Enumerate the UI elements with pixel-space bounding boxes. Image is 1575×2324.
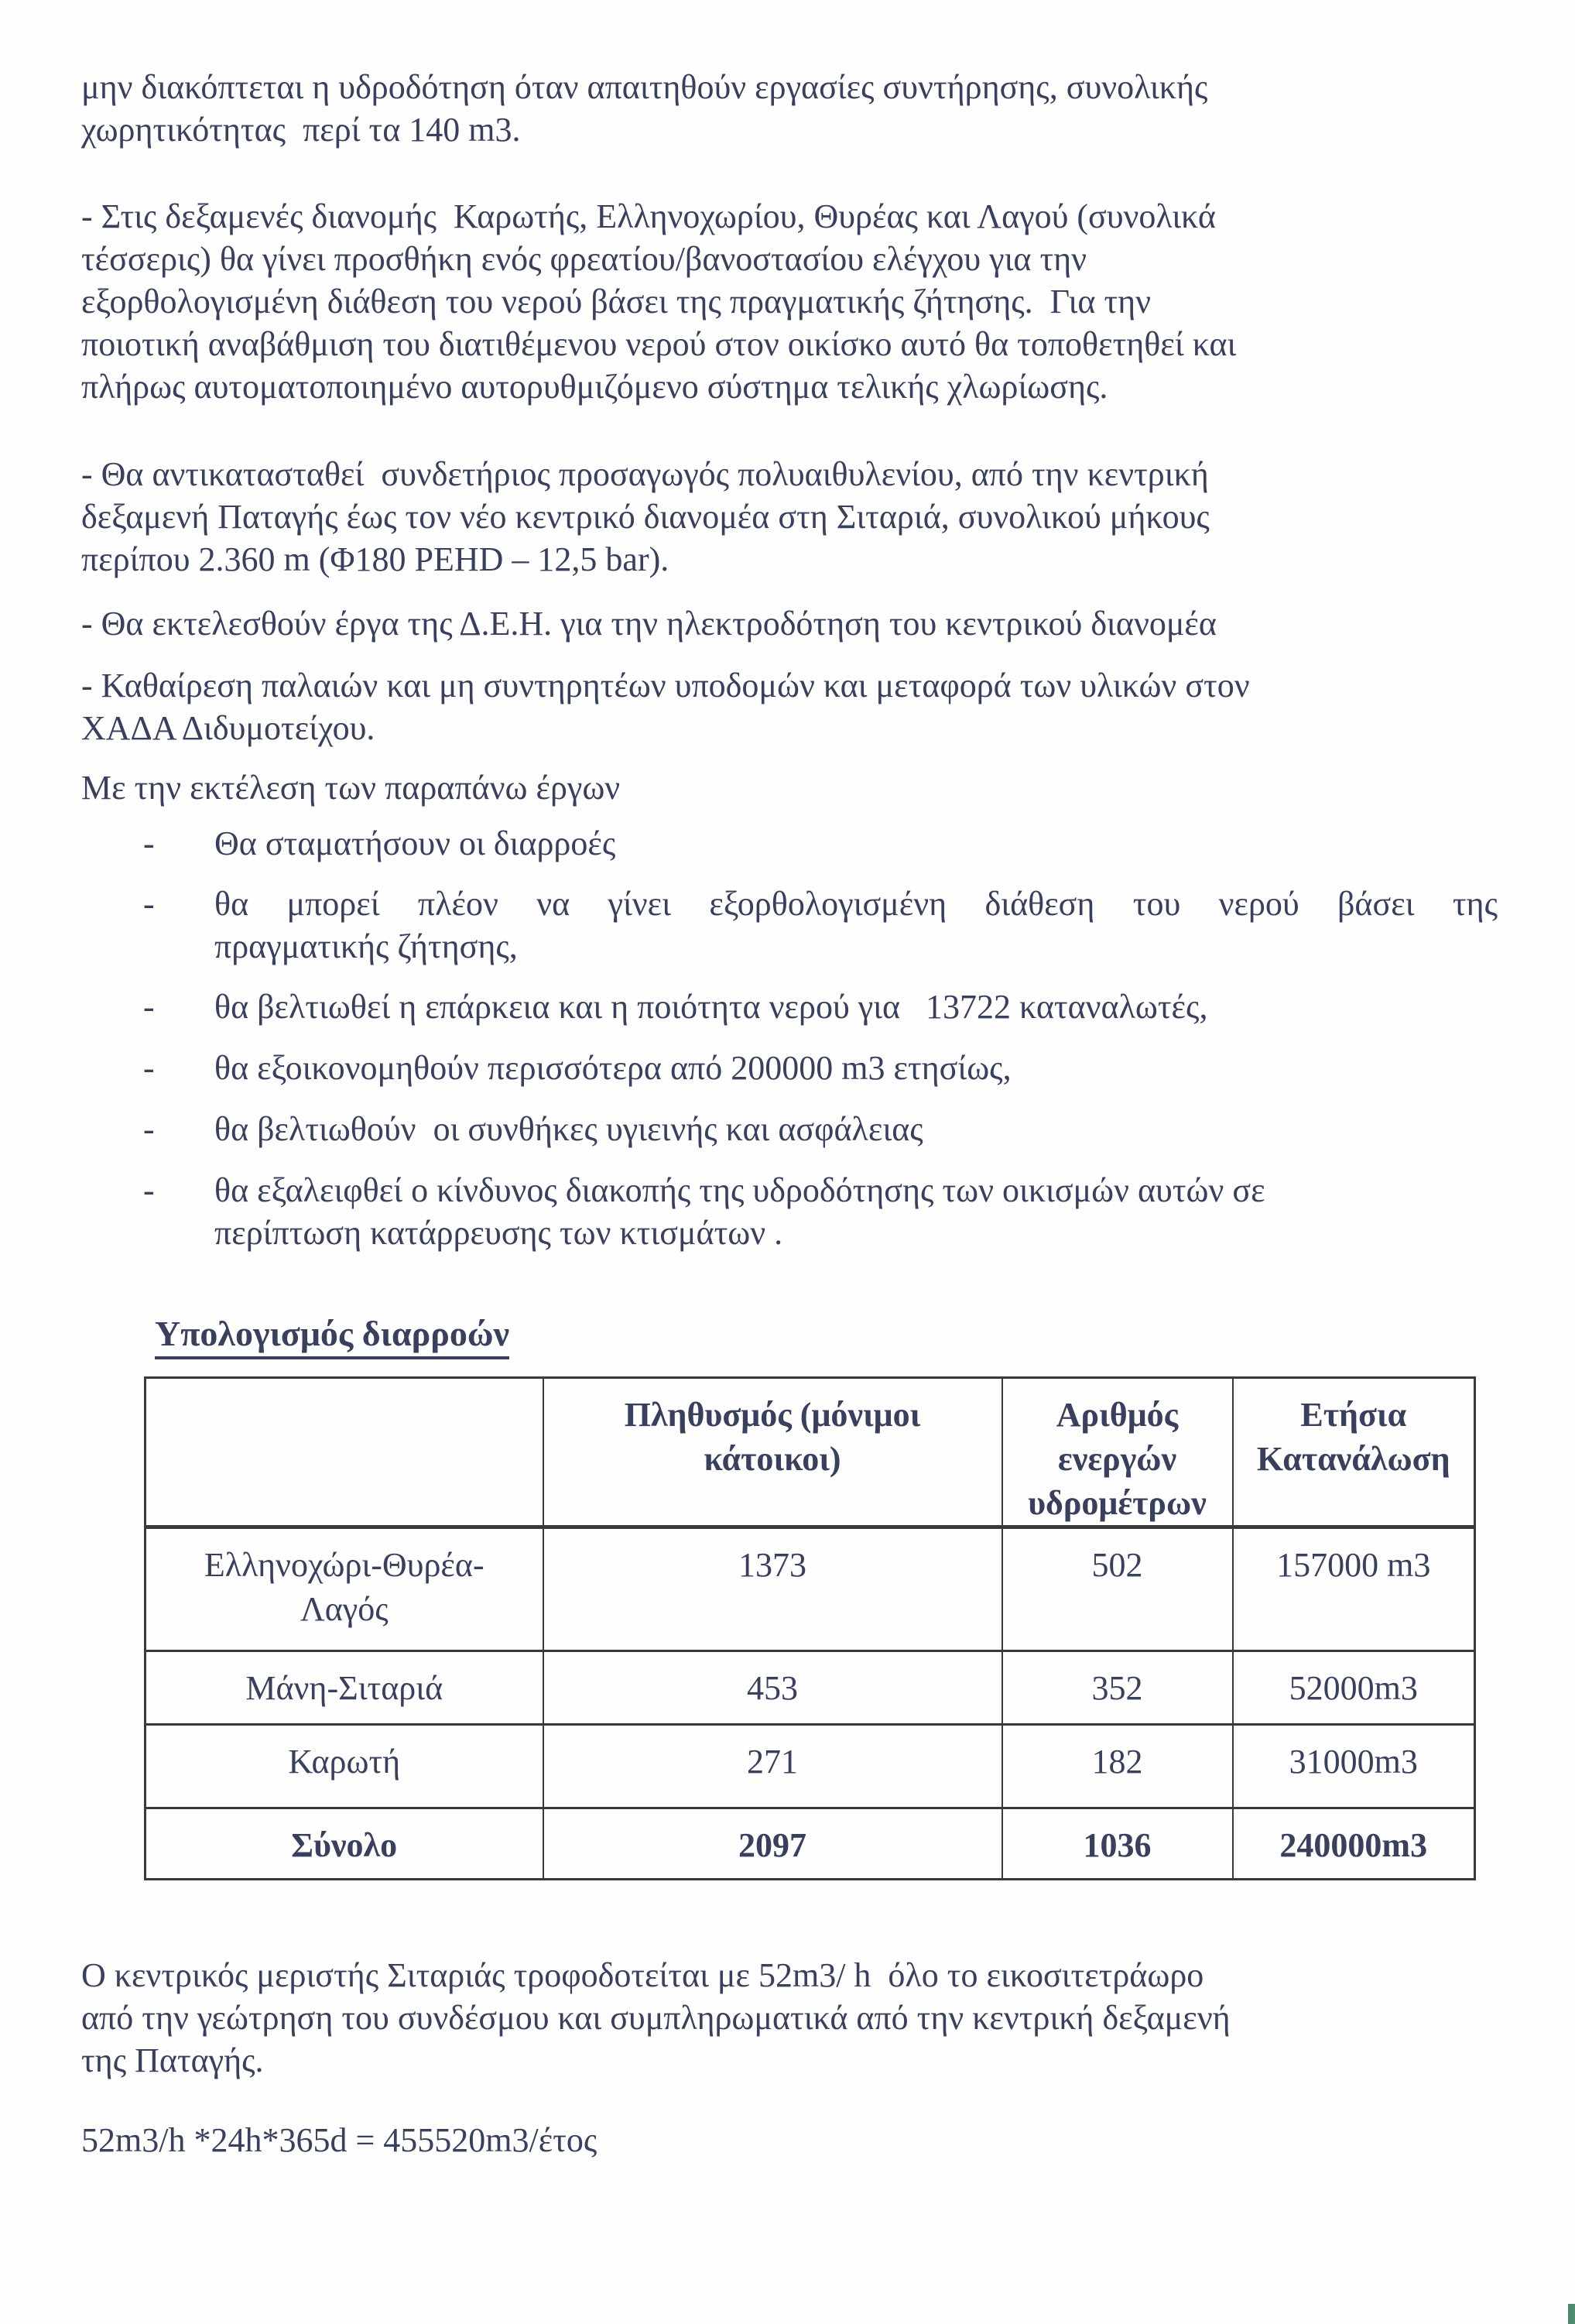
meters-cell: 502 [1002, 1527, 1233, 1651]
population-cell: 453 [543, 1651, 1002, 1725]
text-line: θα εξοικονομηθούν περισσότερα από 200000 m3 ετησίως, [214, 1049, 1012, 1087]
text-line: της Παταγής. [81, 2041, 264, 2079]
population-cell: 2097 [543, 1808, 1002, 1880]
paragraph-work-item-electricity [81, 602, 1498, 645]
row-name-cell: Σύνολο [146, 1808, 543, 1880]
water-consumption-table [144, 1376, 1476, 1880]
table-row [146, 1651, 1475, 1725]
table-header-settlement [146, 1378, 543, 1527]
benefit-item [143, 883, 1498, 968]
text-line: ΧΑΔΑ Διδυμοτείχου. [81, 709, 375, 747]
annual-volume-formula [81, 2119, 1498, 2161]
bullet-dash: - [143, 885, 155, 923]
text-line: - Θα εκτελεσθούν έργα της Δ.Ε.Η. για την ηλεκτροδότηση του κεντρικού διανομέα [81, 605, 1217, 643]
header-line: υδρομέτρων [1028, 1484, 1207, 1522]
text-line: Ο κεντρικός μεριστής Σιταριάς τροφοδοτείται με 52m3/ h όλο το εικοσιτετράωρο [81, 1956, 1204, 1994]
text-line: - Θα αντικατασταθεί συνδετήριος προσαγωγός πολυαιθυλενίου, από την κεντρική [81, 455, 1209, 493]
table-row [146, 1527, 1475, 1651]
text-line: τέσσερις) θα γίνει προσθήκη ενός φρεατίου/βανοστασίου ελέγχου για την [81, 240, 1087, 278]
consumption-cell: 157000 m3 [1233, 1527, 1475, 1651]
benefit-item [143, 822, 1498, 865]
row-name-cell: Καρωτή [146, 1725, 543, 1808]
bullet-dash: - [143, 1171, 155, 1209]
row-name-line: Ελληνοχώρι-Θυρέα- [204, 1546, 484, 1584]
consumption-cell: 240000m3 [1233, 1808, 1475, 1880]
section-heading-text: Υπολογισμός διαρροών [155, 1315, 509, 1359]
text-line: Με την εκτέλεση των παραπάνω έργων [81, 769, 621, 807]
row-name-cell [146, 1527, 543, 1651]
header-line: Ετήσια [1300, 1396, 1407, 1434]
header-line: Κατανάλωση [1256, 1440, 1450, 1478]
text-line: - Στις δεξαμενές διανομής Καρωτής, Ελληνοχωρίου, Θυρέας και Λαγού (συνολικά [81, 197, 1216, 235]
consumption-cell: 52000m3 [1233, 1651, 1475, 1725]
section-heading-leak-calculation [155, 1315, 1498, 1359]
benefit-item [143, 1047, 1498, 1089]
paragraph-work-item-demolition [81, 664, 1498, 749]
bullet-dash: - [143, 1110, 155, 1148]
paragraph-work-item-pipeline [81, 453, 1498, 581]
header-line: Πληθυσμός (μόνιμοι [624, 1396, 921, 1434]
consumption-cell: 31000m3 [1233, 1725, 1475, 1808]
text-line: περίπου 2.360 m (Φ180 PEHD – 12,5 bar). [81, 540, 669, 578]
table-row [146, 1725, 1475, 1808]
text-line: θα βελτιωθεί η επάρκεια και η ποιότητα νερού για 13722 καταναλωτές, [214, 988, 1208, 1026]
meters-cell: 1036 [1002, 1808, 1233, 1880]
table-header-population [543, 1378, 1002, 1527]
text-line: θα βελτιωθούν οι συνθήκες υγιεινής και ασφάλειας [214, 1110, 923, 1148]
paragraph-closing [81, 1954, 1498, 2082]
table-header-annual-consumption [1233, 1378, 1475, 1527]
header-line: κάτοικοι) [704, 1440, 841, 1478]
benefit-item [143, 1169, 1498, 1254]
meters-cell: 182 [1002, 1725, 1233, 1808]
population-cell: 1373 [543, 1527, 1002, 1651]
row-name-line: Λαγός [300, 1590, 389, 1628]
meters-cell: 352 [1002, 1651, 1233, 1725]
text-line: μην διακόπτεται η υδροδότηση όταν απαιτηθούν εργασίες συντήρησης, συνολικής [81, 68, 1208, 106]
table-total-row [146, 1808, 1475, 1880]
text-line: θα μπορεί πλέον να γίνει εξορθολογισμένη διάθεση του νερού βάσει της [214, 885, 1498, 923]
paragraph-intro [81, 66, 1498, 151]
population-cell: 271 [543, 1725, 1002, 1808]
benefit-item [143, 1108, 1498, 1150]
text-line: περίπτωση κατάρρευσης των κτισμάτων . [214, 1214, 783, 1252]
text-line: ποιοτική αναβάθμιση του διατιθέμενου νερού στον οικίσκο αυτό θα τοποθετηθεί και [81, 325, 1237, 363]
header-line: ενεργών [1057, 1440, 1177, 1478]
row-name-cell: Μάνη-Σιταριά [146, 1651, 543, 1725]
text-line: Θα σταματήσουν οι διαρροές [214, 824, 616, 862]
text-line: δεξαμενή Παταγής έως τον νέο κεντρικό διανομέα στη Σιταριά, συνολικού μήκους [81, 498, 1210, 536]
text-line: πλήρως αυτοματοποιημένο αυτορυθμιζόμενο σύστημα τελικής χλωρίωσης. [81, 368, 1108, 406]
header-line: Αριθμός [1056, 1396, 1179, 1434]
paragraph-work-item-reservoirs [81, 195, 1498, 408]
bullet-dash: - [143, 988, 155, 1026]
text-line: - Καθαίρεση παλαιών και μη συντηρητέων υποδομών και μεταφορά των υλικών στον [81, 667, 1250, 704]
benefit-item [143, 985, 1498, 1028]
text-line: θα εξαλειφθεί ο κίνδυνος διακοπής της υδροδότησης των οικισμών αυτών σε [214, 1171, 1265, 1209]
text-line: χωρητικότητας περί τα 140 m3. [81, 111, 521, 149]
bullet-dash: - [143, 1049, 155, 1087]
text-line: εξορθολογισμένη διάθεση του νερού βάσει της πραγματικής ζήτησης. Για την [81, 283, 1152, 320]
table-header-active-meters [1002, 1378, 1233, 1527]
scan-artifact-green-mark [1568, 2304, 1575, 2324]
paragraph-lead-in [81, 766, 1498, 809]
text-line: από την γεώτρηση του συνδέσμου και συμπληρωματικά από την κεντρική δεξαμενή [81, 1999, 1231, 2037]
bullet-dash: - [143, 824, 155, 862]
text-line: 52m3/h *24h*365d = 455520m3/έτος [81, 2121, 597, 2159]
table-header-row [146, 1378, 1475, 1527]
text-line: πραγματικής ζήτησης, [214, 927, 518, 965]
